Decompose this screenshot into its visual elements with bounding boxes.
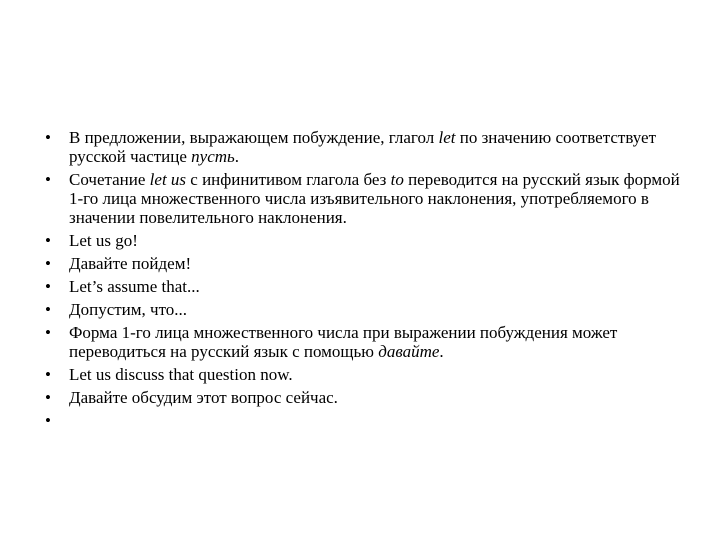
text-run: Давайте пойдем! [69, 254, 192, 273]
text-run: Сочетание [69, 170, 150, 189]
list-item-text [69, 277, 200, 296]
bullet-marker: • [45, 365, 51, 384]
list-item [42, 323, 692, 361]
bullet-marker: • [45, 300, 51, 319]
list-item [42, 300, 692, 319]
list-item [42, 128, 692, 166]
list-item-text [69, 128, 656, 166]
bullet-marker: • [45, 388, 51, 407]
list-item-text [69, 323, 617, 361]
text-run: В предложении, выражающем побуждение, глагол [69, 128, 439, 147]
text-run: Форма 1-го лица множественного числа при выражении побуждения может переводиться на русский язык с помощью [69, 323, 618, 361]
bullet-marker: • [45, 128, 51, 147]
italic-term: пусть [191, 147, 235, 166]
list-item [42, 365, 692, 384]
text-run: . [234, 147, 240, 166]
list-item-text [69, 365, 293, 384]
list-item-text [69, 254, 191, 273]
bullet-marker: • [45, 411, 51, 430]
list-item-text [69, 388, 338, 407]
italic-term: let us [149, 170, 187, 189]
text-run: Let’s assume that... [69, 277, 200, 296]
bullet-marker: • [45, 277, 51, 296]
bullet-marker: • [45, 323, 51, 342]
list-item [42, 254, 692, 273]
italic-term: let [438, 128, 456, 147]
bullet-marker: • [45, 254, 51, 273]
text-run: переводится на русский язык формой 1-го лица множественного числа изъявительного наклонения, употребляемого в значении повелительного наклонения. [69, 170, 680, 227]
text-run: Допустим, что... [69, 300, 188, 319]
text-run: с инфинитивом глагола без [186, 170, 391, 189]
bullet-marker: • [45, 231, 51, 250]
text-run: Let us go! [69, 231, 138, 250]
bullet-list [42, 128, 692, 430]
list-item [42, 277, 692, 296]
list-item [42, 388, 692, 407]
list-item-text [69, 231, 138, 250]
list-item-text [69, 300, 187, 319]
text-run: Let us discuss that question now. [69, 365, 293, 384]
text-run: по значению соответствует русской частице [69, 128, 657, 166]
italic-term: давайте [378, 342, 440, 361]
list-item-text [69, 170, 680, 227]
bullet-marker: • [45, 170, 51, 189]
text-run: Давайте обсудим этот вопрос сейчас. [69, 388, 338, 407]
text-run: . [439, 342, 444, 361]
list-item [42, 231, 692, 250]
list-item [42, 170, 692, 227]
italic-term: to [390, 170, 404, 189]
